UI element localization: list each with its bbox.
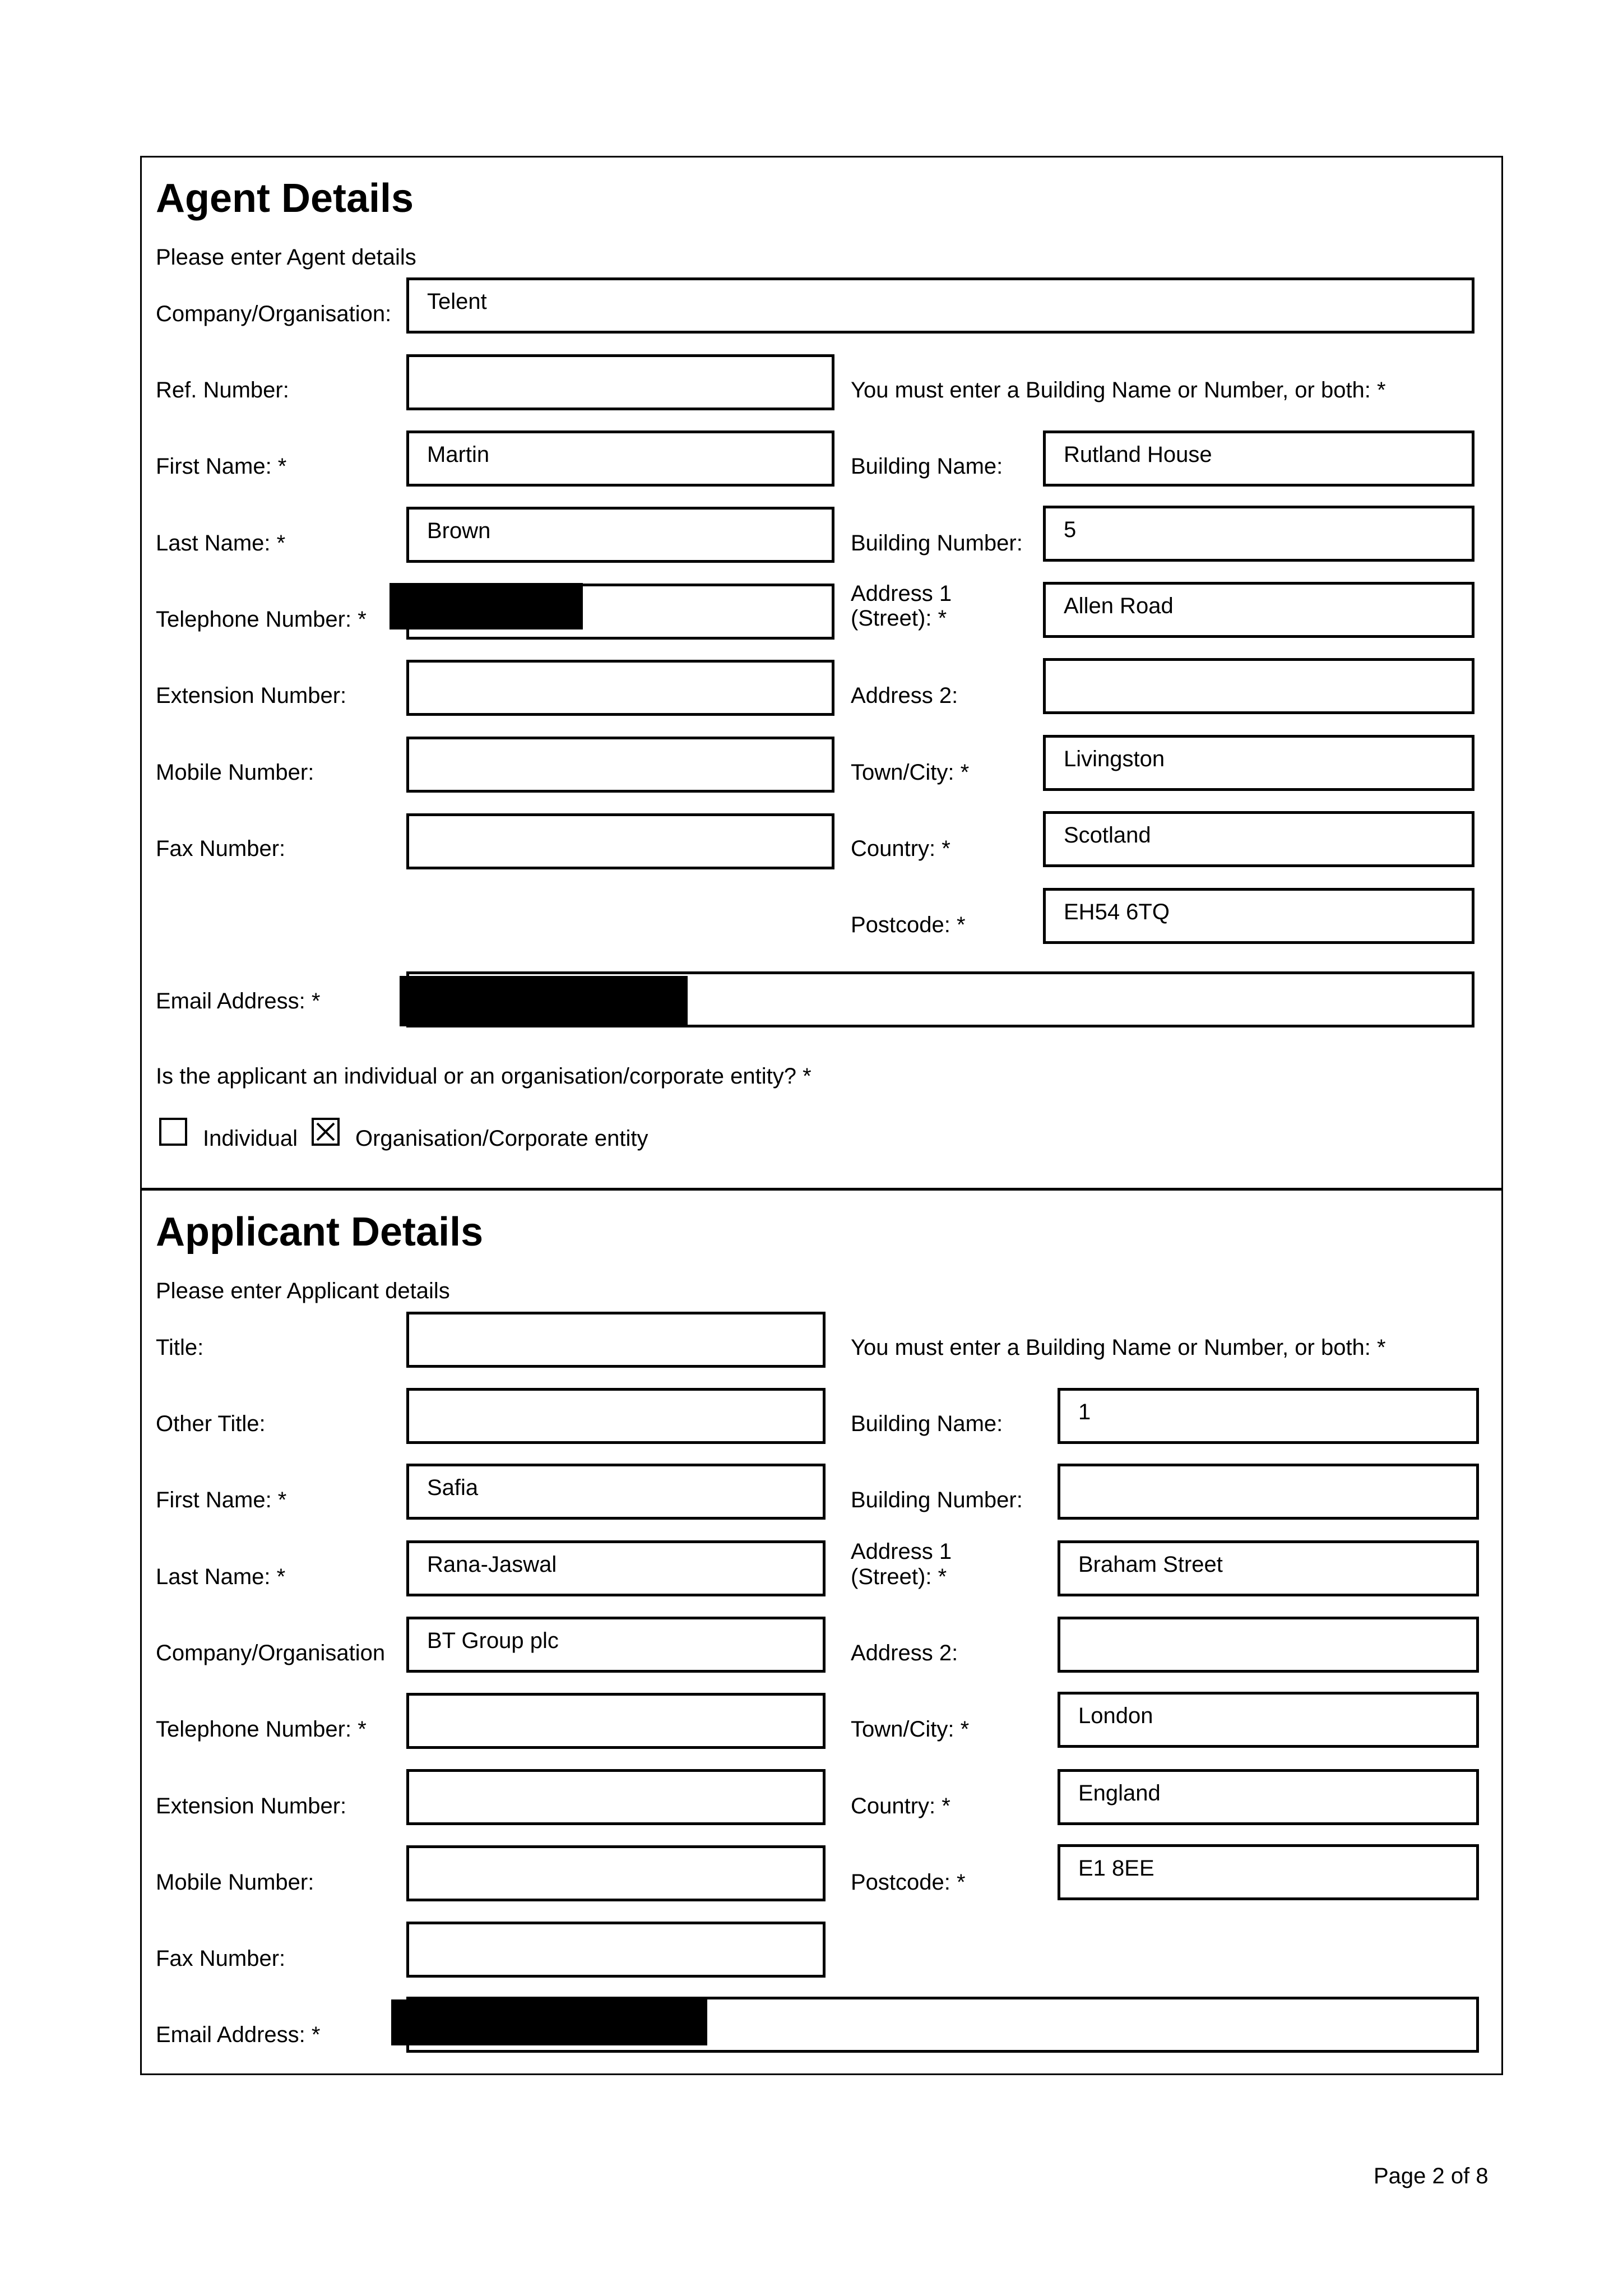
applicant-title-field[interactable]	[406, 1312, 826, 1368]
applicant-telephone-label: Telephone Number: *	[156, 1717, 367, 1742]
agent-email-label: Email Address: *	[156, 989, 321, 1013]
agent-last-name-field[interactable]: Brown	[406, 507, 834, 563]
agent-ref-field[interactable]	[406, 354, 834, 410]
applicant-address2-label: Address 2:	[851, 1641, 958, 1665]
applicant-building-note: You must enter a Building Name or Number, or both: *	[851, 1335, 1386, 1360]
applicant-town-field[interactable]: London	[1058, 1692, 1479, 1748]
applicant-country-field[interactable]: England	[1058, 1769, 1479, 1825]
agent-address2-label: Address 2:	[851, 683, 958, 708]
agent-extension-field[interactable]	[406, 660, 834, 716]
applicant-building-name-field[interactable]: 1	[1058, 1388, 1479, 1444]
agent-company-field[interactable]: Telent	[406, 277, 1474, 334]
agent-building-name-label: Building Name:	[851, 454, 1003, 479]
applicant-company-label: Company/Organisation	[156, 1641, 386, 1665]
individual-label: Individual	[203, 1126, 298, 1151]
agent-first-name-field[interactable]: Martin	[406, 430, 834, 487]
agent-country-field[interactable]: Scotland	[1043, 811, 1474, 867]
individual-checkbox[interactable]	[159, 1118, 187, 1146]
applicant-last-name-label: Last Name: *	[156, 1564, 286, 1589]
agent-country-label: Country: *	[851, 836, 950, 861]
organisation-checkbox[interactable]	[312, 1118, 340, 1146]
applicant-building-number-label: Building Number:	[851, 1488, 1023, 1512]
agent-first-name-label: First Name: *	[156, 454, 287, 479]
applicant-postcode-label: Postcode: *	[851, 1870, 966, 1895]
agent-address1-field[interactable]: Allen Road	[1043, 582, 1474, 638]
applicant-intro: Please enter Applicant details	[156, 1279, 450, 1303]
applicant-address1-label-line1: Address 1	[851, 1539, 952, 1564]
agent-company-label: Company/Organisation:	[156, 302, 392, 326]
agent-address2-field[interactable]	[1043, 658, 1474, 714]
applicant-postcode-field[interactable]: E1 8EE	[1058, 1844, 1479, 1900]
agent-building-number-label: Building Number:	[851, 531, 1023, 556]
agent-fax-label: Fax Number:	[156, 836, 286, 861]
agent-postcode-field[interactable]: EH54 6TQ	[1043, 888, 1474, 944]
applicant-mobile-field[interactable]	[406, 1845, 826, 1901]
agent-building-name-field[interactable]: Rutland House	[1043, 430, 1474, 487]
applicant-other-title-label: Other Title:	[156, 1411, 266, 1436]
applicant-fax-label: Fax Number:	[156, 1946, 286, 1971]
applicant-telephone-field[interactable]	[406, 1693, 826, 1749]
agent-telephone-label: Telephone Number: *	[156, 607, 367, 632]
agent-town-field[interactable]: Livingston	[1043, 735, 1474, 791]
page-number: Page 2 of 8	[1374, 2164, 1488, 2188]
agent-heading: Agent Details	[156, 176, 414, 221]
applicant-type-question: Is the applicant an individual or an organisation/corporate entity? *	[156, 1064, 812, 1089]
applicant-company-field[interactable]: BT Group plc	[406, 1617, 826, 1673]
applicant-address1-label-line2: (Street): *	[851, 1564, 947, 1589]
applicant-heading: Applicant Details	[156, 1210, 484, 1255]
section-divider	[140, 1188, 1503, 1191]
applicant-address1-field[interactable]: Braham Street	[1058, 1540, 1479, 1596]
applicant-town-label: Town/City: *	[851, 1717, 970, 1742]
agent-address1-label-line2: (Street): *	[851, 606, 947, 631]
agent-fax-field[interactable]	[406, 813, 834, 869]
applicant-mobile-label: Mobile Number:	[156, 1870, 314, 1895]
applicant-address2-field[interactable]	[1058, 1617, 1479, 1673]
applicant-extension-label: Extension Number:	[156, 1794, 347, 1818]
organisation-label: Organisation/Corporate entity	[355, 1126, 648, 1151]
agent-ref-label: Ref. Number:	[156, 378, 289, 402]
agent-address1-label-line1: Address 1	[851, 581, 952, 606]
applicant-building-number-field[interactable]	[1058, 1464, 1479, 1520]
applicant-extension-field[interactable]	[406, 1769, 826, 1825]
redaction-bar	[391, 1999, 707, 2045]
applicant-country-label: Country: *	[851, 1794, 950, 1818]
applicant-other-title-field[interactable]	[406, 1388, 826, 1444]
applicant-last-name-field[interactable]: Rana-Jaswal	[406, 1540, 826, 1596]
agent-mobile-label: Mobile Number:	[156, 760, 314, 785]
agent-town-label: Town/City: *	[851, 760, 970, 785]
applicant-first-name-field[interactable]: Safia	[406, 1464, 826, 1520]
agent-postcode-label: Postcode: *	[851, 913, 966, 937]
agent-last-name-label: Last Name: *	[156, 531, 286, 556]
agent-building-note: You must enter a Building Name or Number, or both: *	[851, 378, 1386, 402]
agent-intro: Please enter Agent details	[156, 245, 416, 270]
redaction-bar	[400, 976, 688, 1026]
applicant-email-label: Email Address: *	[156, 2022, 321, 2047]
checkbox-cross-icon	[314, 1120, 337, 1144]
redaction-bar	[389, 583, 583, 629]
applicant-first-name-label: First Name: *	[156, 1488, 287, 1512]
agent-mobile-field[interactable]	[406, 737, 834, 793]
applicant-title-label: Title:	[156, 1335, 204, 1360]
agent-building-number-field[interactable]: 5	[1043, 506, 1474, 562]
applicant-building-name-label: Building Name:	[851, 1411, 1003, 1436]
applicant-fax-field[interactable]	[406, 1922, 826, 1978]
agent-extension-label: Extension Number:	[156, 683, 347, 708]
